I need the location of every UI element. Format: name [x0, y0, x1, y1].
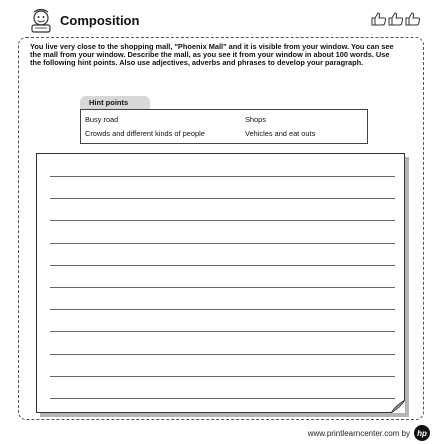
- writing-line[interactable]: [50, 376, 395, 377]
- hint-item: Vehicles and eat outs: [245, 129, 316, 138]
- thumbs-up-icon: [388, 12, 404, 26]
- writing-line[interactable]: [50, 176, 395, 177]
- hint-points-title: Hint points: [89, 98, 129, 107]
- thumbs-up-icon: [371, 12, 387, 26]
- hint-item: Busy road: [85, 115, 119, 124]
- hint-item: Crowds and different kinds of people: [85, 129, 205, 138]
- writing-line[interactable]: [50, 287, 395, 288]
- hp-logo: hp: [414, 425, 430, 441]
- writing-line[interactable]: [50, 398, 395, 399]
- writing-line[interactable]: [50, 243, 395, 244]
- writing-line[interactable]: [50, 198, 395, 199]
- instructions-text: You live very close to the shopping mall, "Phoenix Mall" and it is visible from your window. You can see the mall from your window. Describe the mall, as you see it from your window in about 100 words. Use the following hint points. Also use adjectives, adverbs and phrases to develop your paragraph.: [30, 42, 394, 68]
- writing-line[interactable]: [50, 309, 395, 310]
- rating-thumbs: [371, 12, 421, 26]
- writing-line[interactable]: [50, 331, 395, 332]
- page-curl-icon: [391, 400, 405, 413]
- footer: [308, 425, 430, 441]
- writing-line[interactable]: [50, 265, 395, 266]
- worksheet-title: Composition: [60, 13, 140, 28]
- footer-site-text: www.printlearncenter.com by: [307, 428, 410, 438]
- thumbs-up-icon: [405, 12, 421, 26]
- hint-points-box: [80, 109, 368, 144]
- writing-line[interactable]: [50, 354, 395, 355]
- teacher-mascot-icon: [28, 8, 54, 34]
- writing-line[interactable]: [50, 220, 395, 221]
- writing-paper: [36, 153, 405, 413]
- hint-item: Shops: [245, 115, 266, 124]
